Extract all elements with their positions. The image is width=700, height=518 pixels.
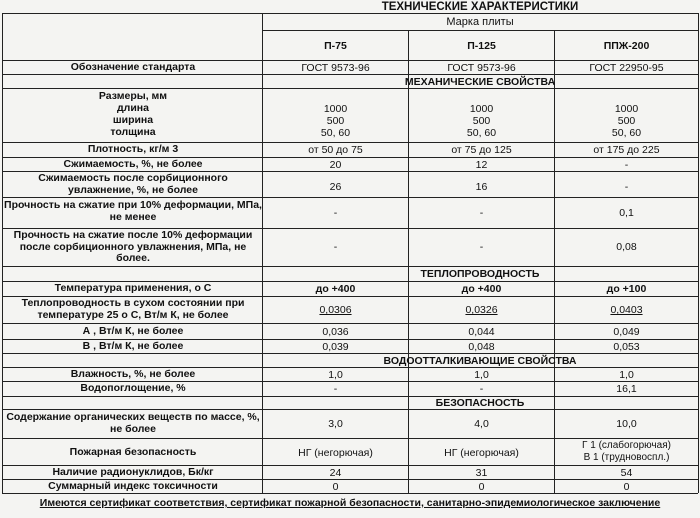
row-label: длина — [117, 102, 149, 114]
cell-value: ГОСТ 9573-96 — [447, 62, 516, 74]
cell-value: НГ (негорючая) — [444, 447, 519, 459]
cell-value: 20 — [329, 159, 342, 171]
brand-header: Марка плиты — [446, 16, 514, 28]
cell-value: Г 1 (слабогорючая) — [582, 440, 671, 451]
cell-value: 0 — [623, 481, 630, 493]
cell-value: 0,1 — [619, 207, 634, 219]
cell-value: от 175 до 225 — [593, 144, 660, 156]
row-label: Сжимаемость после сорбиционного увлажнение, %, не более — [38, 172, 228, 196]
cell-value: от 50 до 75 — [308, 144, 363, 156]
cell-value: 0 — [332, 481, 339, 493]
cell-value: - — [479, 241, 484, 253]
cell-value: 24 — [329, 467, 342, 479]
row-label: Сжимаемость, %, не более — [63, 158, 203, 170]
rule — [698, 13, 699, 493]
row-label: Суммарный индекс токсичности — [48, 480, 218, 492]
cell-value: 26 — [329, 181, 342, 193]
cell-value: 3,0 — [328, 418, 343, 430]
rule — [262, 30, 698, 31]
row-label: Плотность, кг/м 3 — [87, 143, 179, 155]
section-heading: БЕЗОПАСНОСТЬ — [435, 397, 525, 409]
cell-value: 500 — [472, 115, 491, 127]
cell-value: 500 — [617, 115, 636, 127]
cell-value: 54 — [620, 467, 633, 479]
cell-value: 0,036 — [322, 326, 349, 338]
cell-value: - — [333, 207, 338, 219]
cell-value: 500 — [326, 115, 345, 127]
rule — [2, 13, 698, 14]
section-heading: ВОДООТТАЛКИВАЮЩИЕ СВОЙСТВА — [383, 355, 577, 367]
row-label: Обозначение стандарта — [70, 61, 196, 73]
cell-value: 0,039 — [322, 341, 349, 353]
row-label: Влажность, %, не более — [70, 368, 196, 380]
cell-value: 0,0403 — [610, 304, 643, 316]
row-label: В , Вт/м К, не более — [82, 340, 184, 352]
column-header: П-75 — [324, 40, 347, 52]
cell-value: до +400 — [315, 283, 356, 295]
row-label: Пожарная безопасность — [69, 446, 197, 458]
cell-value: 10,0 — [616, 418, 637, 430]
cell-value: В 1 (трудновоспл.) — [583, 452, 670, 463]
certificate-note: Имеются сертификат соответствия, сертификат пожарной безопасности, санитарно-эпидемиологическое заключение — [39, 497, 661, 509]
cell-value: 1,0 — [619, 369, 634, 381]
cell-value: - — [479, 383, 484, 395]
column-header: П-125 — [467, 40, 496, 52]
cell-value: 0 — [478, 481, 485, 493]
cell-value: 50, 60 — [466, 127, 497, 139]
row-label: Содержание органических веществ по массе, %, не более — [6, 411, 260, 435]
column-header: ППЖ-200 — [603, 40, 650, 52]
row-label: Прочность на сжатие после 10% деформации после сорбиционного увлажнения, МПа, не более. — [13, 229, 253, 264]
cell-value: 31 — [475, 467, 488, 479]
cell-value: до +100 — [606, 283, 647, 295]
row-label: Температура применения, о С — [54, 282, 212, 294]
rule — [2, 74, 698, 75]
cell-value: 1,0 — [328, 369, 343, 381]
rule — [2, 88, 698, 89]
cell-value: 50, 60 — [320, 127, 351, 139]
section-heading: ТЕПЛОПРОВОДНОСТЬ — [420, 268, 540, 280]
rule — [2, 409, 698, 410]
section-heading: МЕХАНИЧЕСКИЕ СВОЙСТВА — [404, 76, 556, 88]
cell-value: ГОСТ 9573-96 — [301, 62, 370, 74]
row-label: А , Вт/м К, не более — [82, 325, 184, 337]
rule — [2, 13, 3, 493]
cell-value: 0,053 — [613, 341, 640, 353]
cell-value: 50, 60 — [611, 127, 642, 139]
cell-value: 0,048 — [468, 341, 495, 353]
page-title: ТЕХНИЧЕСКИЕ ХАРАКТЕРИСТИКИ — [381, 1, 579, 13]
rule — [2, 323, 698, 324]
row-label: Теплопроводность в сухом состоянии при температуре 25 о С, Вт/м К, не более — [21, 297, 245, 321]
rule — [2, 353, 698, 354]
cell-value: 0,049 — [613, 326, 640, 338]
cell-value: 0,044 — [468, 326, 495, 338]
cell-value: 4,0 — [474, 418, 489, 430]
cell-value: ГОСТ 22950-95 — [589, 62, 664, 74]
rule — [2, 197, 698, 198]
cell-value: 1000 — [614, 103, 639, 115]
rule — [2, 493, 698, 494]
row-label: толщина — [110, 126, 156, 138]
row-label: Наличие радионуклидов, Бк/кг — [52, 466, 214, 478]
row-label: Прочность на сжатие при 10% деформации, МПа, не менее — [4, 199, 262, 223]
row-label: ширина — [112, 114, 154, 126]
cell-value: 0,0306 — [319, 304, 352, 316]
cell-value: 16 — [475, 181, 488, 193]
cell-value: 16,1 — [616, 383, 637, 395]
cell-value: до +400 — [461, 283, 502, 295]
row-label: Водопоглощение, % — [80, 382, 186, 394]
cell-value: - — [624, 159, 629, 171]
rule — [2, 438, 698, 439]
cell-value: - — [333, 241, 338, 253]
cell-value: от 75 до 125 — [451, 144, 512, 156]
cell-value: 1000 — [469, 103, 494, 115]
cell-value: 0,0326 — [465, 304, 498, 316]
cell-value: - — [624, 181, 629, 193]
cell-value: НГ (негорючая) — [298, 447, 373, 459]
cell-value: - — [333, 383, 338, 395]
cell-value: 1,0 — [474, 369, 489, 381]
cell-value: - — [479, 207, 484, 219]
cell-value: 0,08 — [616, 241, 637, 253]
cell-value: 12 — [475, 159, 488, 171]
row-label: Размеры, мм — [98, 90, 168, 102]
rule — [2, 266, 698, 267]
cell-value: 1000 — [323, 103, 348, 115]
